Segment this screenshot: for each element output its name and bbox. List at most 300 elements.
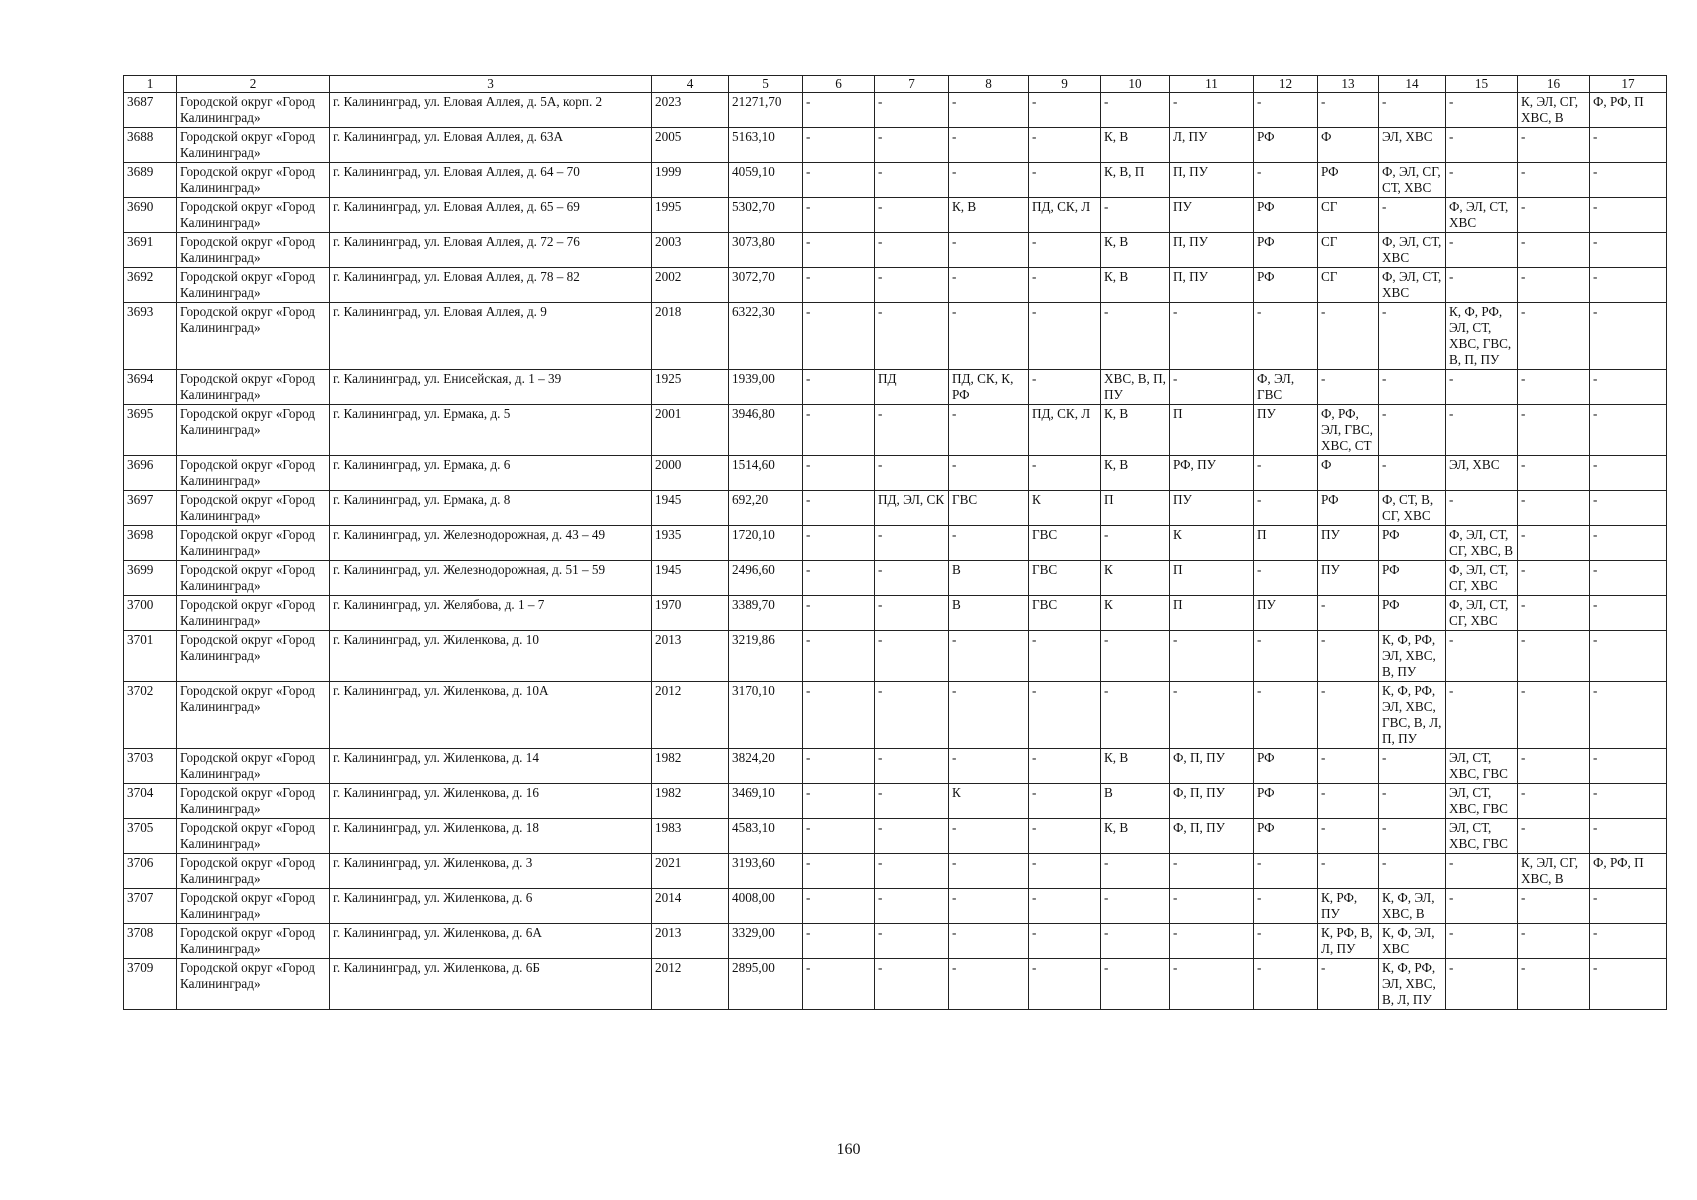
table-cell: 5302,70 [729,198,803,233]
table-cell: - [1518,268,1590,303]
table-cell: К, Ф, РФ, ЭЛ, ХВС, ГВС, В, Л, П, ПУ [1379,682,1446,749]
table-cell: - [1518,784,1590,819]
table-cell: - [875,405,949,456]
table-cell: СГ [1318,233,1379,268]
table-cell: - [1170,370,1254,405]
column-header: 17 [1590,76,1667,93]
table-cell: Городской округ «Город Калининград» [177,128,330,163]
table-row [124,819,1667,854]
table-cell: - [1029,784,1101,819]
table-cell: - [803,163,875,198]
table-cell: - [875,959,949,1010]
table-cell: г. Калининград, ул. Жиленкова, д. 6А [330,924,652,959]
table-cell: - [803,405,875,456]
table-cell: г. Калининград, ул. Жиленкова, д. 16 [330,784,652,819]
table-cell: - [1318,93,1379,128]
table-cell: 4008,00 [729,889,803,924]
column-header: 5 [729,76,803,93]
table-cell: К, ЭЛ, СГ, ХВС, В [1518,854,1590,889]
table-cell: - [1170,631,1254,682]
table-cell: - [1101,526,1170,561]
column-header: 10 [1101,76,1170,93]
table-cell: - [949,749,1029,784]
table-cell: - [1254,303,1318,370]
table-cell: - [1590,163,1667,198]
column-header: 13 [1318,76,1379,93]
table-row [124,596,1667,631]
table-cell: 2012 [652,959,729,1010]
table-cell: 2021 [652,854,729,889]
table-cell: - [875,198,949,233]
column-header: 16 [1518,76,1590,93]
table-row [124,198,1667,233]
table-cell: 2005 [652,128,729,163]
table-cell: - [1318,303,1379,370]
table-cell: Городской округ «Город Калининград» [177,456,330,491]
table-cell: - [1254,959,1318,1010]
table-cell: 1983 [652,819,729,854]
table-cell: Городской округ «Город Калининград» [177,370,330,405]
table-cell: 3072,70 [729,268,803,303]
table-row [124,163,1667,198]
table-cell: - [875,93,949,128]
table-cell: - [1101,854,1170,889]
table-cell: К, В, П [1101,163,1170,198]
table-cell: - [875,749,949,784]
table-cell: - [803,784,875,819]
table-cell: - [1101,93,1170,128]
table-cell: - [1518,233,1590,268]
table-cell: - [1101,959,1170,1010]
register-table [123,75,1667,1010]
table-cell: г. Калининград, ул. Жиленкова, д. 10 [330,631,652,682]
table-cell: ЭЛ, СТ, ХВС, ГВС [1446,784,1518,819]
table-cell: - [1518,128,1590,163]
table-cell: - [1101,889,1170,924]
table-cell: 3690 [124,198,177,233]
table-cell: В [1101,784,1170,819]
table-cell: 3705 [124,819,177,854]
table-cell: Л, ПУ [1170,128,1254,163]
table-cell: К, В [1101,405,1170,456]
table-cell: Городской округ «Город Калининград» [177,268,330,303]
table-cell: 3709 [124,959,177,1010]
table-cell: г. Калининград, ул. Ермака, д. 8 [330,491,652,526]
column-header: 2 [177,76,330,93]
column-header: 15 [1446,76,1518,93]
table-cell: - [1518,819,1590,854]
column-header: 11 [1170,76,1254,93]
table-cell: - [1318,749,1379,784]
table-cell: - [1518,959,1590,1010]
table-cell: ЭЛ, СТ, ХВС, ГВС [1446,819,1518,854]
table-cell: - [949,682,1029,749]
table-cell: - [803,268,875,303]
table-cell: - [803,456,875,491]
table-cell: - [1029,819,1101,854]
table-cell: - [1029,749,1101,784]
table-cell: г. Калининград, ул. Жиленкова, д. 18 [330,819,652,854]
table-cell: - [1029,889,1101,924]
table-cell: К, В [1101,233,1170,268]
table-cell: П [1170,596,1254,631]
table-cell: Городской округ «Город Калининград» [177,163,330,198]
table-cell: - [1379,854,1446,889]
table-cell: 3693 [124,303,177,370]
table-cell: 1945 [652,491,729,526]
table-cell: - [1101,682,1170,749]
table-cell: 3688 [124,128,177,163]
table-cell: г. Калининград, ул. Ермака, д. 5 [330,405,652,456]
table-cell: - [1101,631,1170,682]
table-cell: Городской округ «Город Калининград» [177,854,330,889]
table-cell: ПУ [1170,491,1254,526]
table-cell: Городской округ «Город Калининград» [177,959,330,1010]
table-cell: - [1590,924,1667,959]
table-cell: - [803,749,875,784]
table-cell: 2023 [652,93,729,128]
table-cell: Ф, РФ, П [1590,854,1667,889]
table-row [124,749,1667,784]
table-cell: 3329,00 [729,924,803,959]
column-header: 9 [1029,76,1101,93]
table-cell: РФ [1254,233,1318,268]
table-cell: - [1318,682,1379,749]
table-cell: - [803,854,875,889]
table-cell: - [1170,682,1254,749]
table-cell: - [1318,784,1379,819]
table-cell: - [1101,924,1170,959]
table-cell: 3698 [124,526,177,561]
table-cell: - [1518,631,1590,682]
table-cell: Городской округ «Город Калининград» [177,561,330,596]
column-header: 12 [1254,76,1318,93]
table-cell: г. Калининград, ул. Еловая Аллея, д. 72 – 76 [330,233,652,268]
table-cell: 3219,86 [729,631,803,682]
table-cell: Ф, П, ПУ [1170,819,1254,854]
table-cell: Городской округ «Город Калининград» [177,924,330,959]
table-cell: - [1518,405,1590,456]
table-cell: - [1446,959,1518,1010]
table-cell: 3707 [124,889,177,924]
table-cell: Ф, ЭЛ, СТ, СГ, ХВС [1446,561,1518,596]
table-cell: - [803,128,875,163]
table-row [124,561,1667,596]
table-cell: - [1170,854,1254,889]
table-cell: г. Калининград, ул. Желябова, д. 1 – 7 [330,596,652,631]
table-cell: 3697 [124,491,177,526]
table-cell: Ф, П, ПУ [1170,749,1254,784]
table-cell: - [1590,233,1667,268]
table-cell: ЭЛ, ХВС [1446,456,1518,491]
table-cell: - [1254,889,1318,924]
table-cell: 2003 [652,233,729,268]
table-cell: РФ [1254,749,1318,784]
table-cell: - [803,889,875,924]
table-cell: 2013 [652,924,729,959]
table-cell: 1720,10 [729,526,803,561]
table-cell: - [875,456,949,491]
table-cell: К, В [1101,819,1170,854]
table-cell: Городской округ «Город Калининград» [177,682,330,749]
table-cell: П [1170,405,1254,456]
table-cell: - [1254,163,1318,198]
table-cell: РФ [1379,561,1446,596]
table-cell: ПД, СК, Л [1029,198,1101,233]
table-cell: К, ЭЛ, СГ, ХВС, В [1518,93,1590,128]
table-cell: 2014 [652,889,729,924]
table-cell: Ф, ЭЛ, СТ, СГ, ХВС, В [1446,526,1518,561]
table-cell: - [1170,889,1254,924]
table-cell: - [1029,233,1101,268]
table-cell: - [875,526,949,561]
table-cell: - [949,303,1029,370]
table-cell: - [1446,631,1518,682]
table-cell: г. Калининград, ул. Жиленкова, д. 14 [330,749,652,784]
table-cell: - [1446,233,1518,268]
table-cell: 2002 [652,268,729,303]
table-cell: - [949,526,1029,561]
table-cell: РФ [1254,819,1318,854]
table-cell: - [1379,456,1446,491]
table-cell: - [875,233,949,268]
table-cell: К, В [1101,268,1170,303]
table-cell: - [1518,163,1590,198]
table-cell: - [1029,959,1101,1010]
table-cell: г. Калининград, ул. Жиленкова, д. 6Б [330,959,652,1010]
table-cell: РФ [1379,596,1446,631]
table-cell: 3695 [124,405,177,456]
table-cell: - [1518,749,1590,784]
table-cell: 692,20 [729,491,803,526]
table-cell: 3170,10 [729,682,803,749]
header-row [124,76,1667,93]
column-header: 8 [949,76,1029,93]
table-cell: - [1379,303,1446,370]
table-cell: - [1254,456,1318,491]
table-cell: г. Калининград, ул. Еловая Аллея, д. 9 [330,303,652,370]
table-cell: ПУ [1254,405,1318,456]
table-cell: К, Ф, РФ, ЭЛ, ХВС, В, Л, ПУ [1379,959,1446,1010]
table-row [124,959,1667,1010]
table-cell: Ф [1318,128,1379,163]
table-cell: - [1379,784,1446,819]
table-cell: - [1101,303,1170,370]
table-cell: ПУ [1318,561,1379,596]
table-cell: К, Ф, РФ, ЭЛ, ХВС, В, ПУ [1379,631,1446,682]
table-row [124,854,1667,889]
table-cell: - [1254,854,1318,889]
table-cell: Городской округ «Город Калининград» [177,526,330,561]
column-header: 14 [1379,76,1446,93]
table-cell: ПУ [1170,198,1254,233]
table-cell: г. Калининград, ул. Еловая Аллея, д. 64 – 70 [330,163,652,198]
table-cell: - [1446,889,1518,924]
table-cell: Городской округ «Город Калининград» [177,889,330,924]
table-cell: - [1446,163,1518,198]
table-cell: 3389,70 [729,596,803,631]
table-cell: Городской округ «Город Калининград» [177,93,330,128]
table-cell: - [1446,682,1518,749]
table-cell: 21271,70 [729,93,803,128]
table-cell: - [1446,93,1518,128]
table-cell: 3696 [124,456,177,491]
table-cell: - [1518,924,1590,959]
table-cell: 1935 [652,526,729,561]
table-cell: - [875,303,949,370]
table-cell: - [875,268,949,303]
table-row [124,631,1667,682]
table-row [124,526,1667,561]
table-cell: 4583,10 [729,819,803,854]
table-cell: - [1518,526,1590,561]
table-cell: 3699 [124,561,177,596]
table-cell: - [1446,491,1518,526]
table-cell: - [1379,749,1446,784]
table-row [124,491,1667,526]
table-cell: РФ [1254,128,1318,163]
table-cell: 3701 [124,631,177,682]
table-cell: - [1029,682,1101,749]
table-cell: 3702 [124,682,177,749]
table-cell: - [1029,631,1101,682]
table-cell: 3073,80 [729,233,803,268]
table-cell: г. Калининград, ул. Еловая Аллея, д. 65 – 69 [330,198,652,233]
table-cell: Городской округ «Город Калининград» [177,631,330,682]
page-number: 160 [836,1141,861,1158]
table-cell: П, ПУ [1170,268,1254,303]
table-cell: - [1590,749,1667,784]
table-row [124,924,1667,959]
table-cell: ПД, ЭЛ, СК [875,491,949,526]
table-cell: - [1254,491,1318,526]
table-cell: - [949,268,1029,303]
table-cell: К, Ф, ЭЛ, ХВС, В [1379,889,1446,924]
table-cell: - [803,924,875,959]
table-cell: - [803,370,875,405]
table-cell: - [949,854,1029,889]
table-cell: - [1254,561,1318,596]
table-cell: Ф, СТ, В, СГ, ХВС [1379,491,1446,526]
table-cell: - [1379,198,1446,233]
table-cell: В [949,596,1029,631]
table-cell: ПУ [1254,596,1318,631]
table-cell: К [1170,526,1254,561]
table-cell: - [1518,596,1590,631]
table-cell: - [1590,596,1667,631]
table-row [124,128,1667,163]
table-cell: - [949,456,1029,491]
table-cell: Городской округ «Город Калининград» [177,491,330,526]
table-cell: - [875,163,949,198]
table-cell: - [875,819,949,854]
table-cell: - [1518,303,1590,370]
table-cell: - [1029,924,1101,959]
table-row [124,456,1667,491]
table-cell: К [1101,561,1170,596]
table-cell: - [1254,682,1318,749]
table-cell: - [1318,370,1379,405]
table-cell: - [949,233,1029,268]
table-cell: - [1254,631,1318,682]
table-row [124,303,1667,370]
table-cell: 3946,80 [729,405,803,456]
table-cell: Ф, ЭЛ, СТ, ХВС [1446,198,1518,233]
table-cell: Городской округ «Город Калининград» [177,819,330,854]
table-cell: Ф, ЭЛ, СТ, ХВС [1379,268,1446,303]
table-cell: г. Калининград, ул. Еловая Аллея, д. 5А, корп. 2 [330,93,652,128]
table-cell: К [949,784,1029,819]
table-row [124,93,1667,128]
table-cell: Городской округ «Город Калининград» [177,303,330,370]
table-cell: - [803,93,875,128]
table-cell: г. Калининград, ул. Жиленкова, д. 10А [330,682,652,749]
table-cell: К [1029,491,1101,526]
table-cell: - [803,561,875,596]
table-cell: ЭЛ, ХВС [1379,128,1446,163]
table-cell: г. Калининград, ул. Жиленкова, д. 6 [330,889,652,924]
table-cell: - [949,405,1029,456]
table-cell: Ф, ЭЛ, ГВС [1254,370,1318,405]
table-cell: П, ПУ [1170,233,1254,268]
table-cell: - [1518,370,1590,405]
table-cell: - [875,889,949,924]
table-cell: - [1518,491,1590,526]
table-row [124,405,1667,456]
table-cell: - [1590,128,1667,163]
table-cell: 3700 [124,596,177,631]
table-cell: - [803,491,875,526]
table-cell: Городской округ «Город Калининград» [177,198,330,233]
column-header: 7 [875,76,949,93]
table-cell: 3692 [124,268,177,303]
table-cell: 1970 [652,596,729,631]
table-cell: Городской округ «Город Калининград» [177,233,330,268]
table-cell: - [949,93,1029,128]
table-cell: - [1590,198,1667,233]
table-row [124,370,1667,405]
table-cell: - [1590,819,1667,854]
table-cell: - [949,889,1029,924]
table-cell: - [1318,819,1379,854]
table-cell: П [1254,526,1318,561]
table-cell: П [1101,491,1170,526]
table-cell: К, Ф, РФ, ЭЛ, СТ, ХВС, ГВС, В, П, ПУ [1446,303,1518,370]
table-cell: - [1446,128,1518,163]
table-cell: - [1518,456,1590,491]
table-cell: 5163,10 [729,128,803,163]
table-cell: Городской округ «Город Калининград» [177,749,330,784]
table-cell: РФ [1254,268,1318,303]
table-cell: 3687 [124,93,177,128]
table-cell: П [1170,561,1254,596]
table-cell: г. Калининград, ул. Железнодорожная, д. 43 – 49 [330,526,652,561]
table-cell: г. Калининград, ул. Еловая Аллея, д. 78 – 82 [330,268,652,303]
table-cell: 3703 [124,749,177,784]
table-cell: ГВС [1029,561,1101,596]
table-cell: - [1590,405,1667,456]
table-cell: - [1590,303,1667,370]
column-header: 4 [652,76,729,93]
table-cell: - [803,631,875,682]
table-cell: - [1029,370,1101,405]
table-cell: 3704 [124,784,177,819]
table-row [124,268,1667,303]
table-cell: - [875,631,949,682]
table-cell: - [1318,631,1379,682]
table-cell: - [803,198,875,233]
table-cell: - [949,959,1029,1010]
